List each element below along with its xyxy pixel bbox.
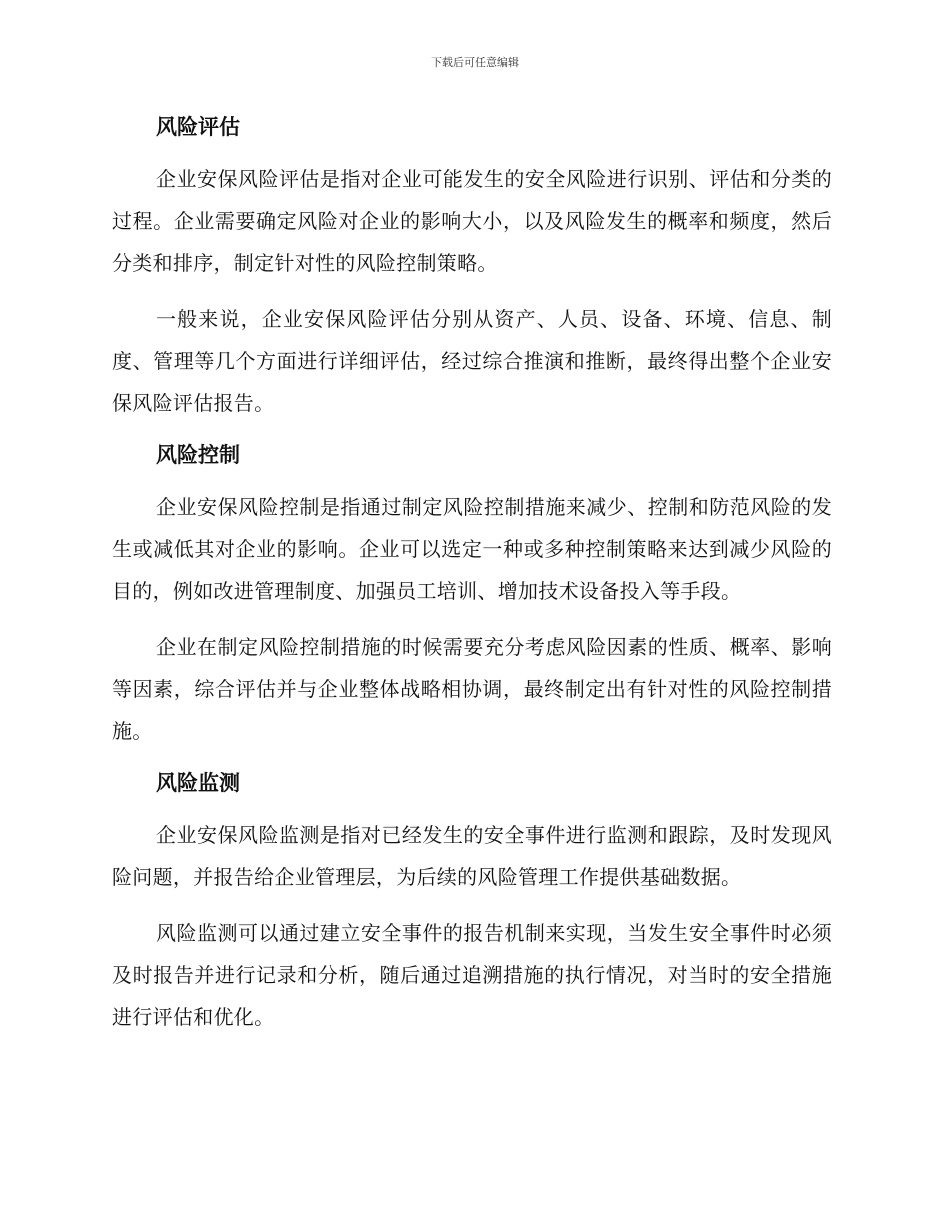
- section-heading: 风险评估: [156, 115, 240, 139]
- page-header: 下载后可任意编辑: [431, 56, 519, 69]
- section-heading: 风险控制: [156, 443, 240, 467]
- paragraph: 企业在制定风险控制措施的时候需要充分考虑风险因素的性质、概率、影响等因素，综合评估并与企业整体战略相协调，最终制定出有针对性的风险控制措施。: [112, 635, 832, 743]
- paragraph: 企业安保风险监测是指对已经发生的安全事件进行监测和跟踪，及时发现风险问题，并报告给企业管理层，为后续的风险管理工作提供基础数据。: [112, 823, 832, 889]
- section-risk-assessment: [112, 108, 832, 424]
- section-risk-control: [112, 436, 832, 752]
- paragraph: 一般来说，企业安保风险评估分别从资产、人员、设备、环境、信息、制度、管理等几个方面进行详细评估，经过综合推演和推断，最终得出整个企业安保风险评估报告。: [112, 307, 832, 415]
- document-body: [112, 108, 832, 1038]
- paragraph: 风险监测可以通过建立安全事件的报告机制来实现，当发生安全事件时必须及时报告并进行记录和分析，随后通过追溯措施的执行情况，对当时的安全措施进行评估和优化。: [112, 921, 832, 1029]
- section-heading: 风险监测: [156, 771, 240, 795]
- paragraph: 企业安保风险评估是指对企业可能发生的安全风险进行识别、评估和分类的过程。企业需要确定风险对企业的影响大小，以及风险发生的概率和频度，然后分类和排序，制定针对性的风险控制策略。: [112, 167, 832, 275]
- paragraph: 企业安保风险控制是指通过制定风险控制措施来减少、控制和防范风险的发生或减低其对企业的影响。企业可以选定一种或多种控制策略来达到减少风险的目的，例如改进管理制度、加强员工培训、增加技术设备投入等手段。: [112, 495, 832, 603]
- section-risk-monitoring: [112, 764, 832, 1038]
